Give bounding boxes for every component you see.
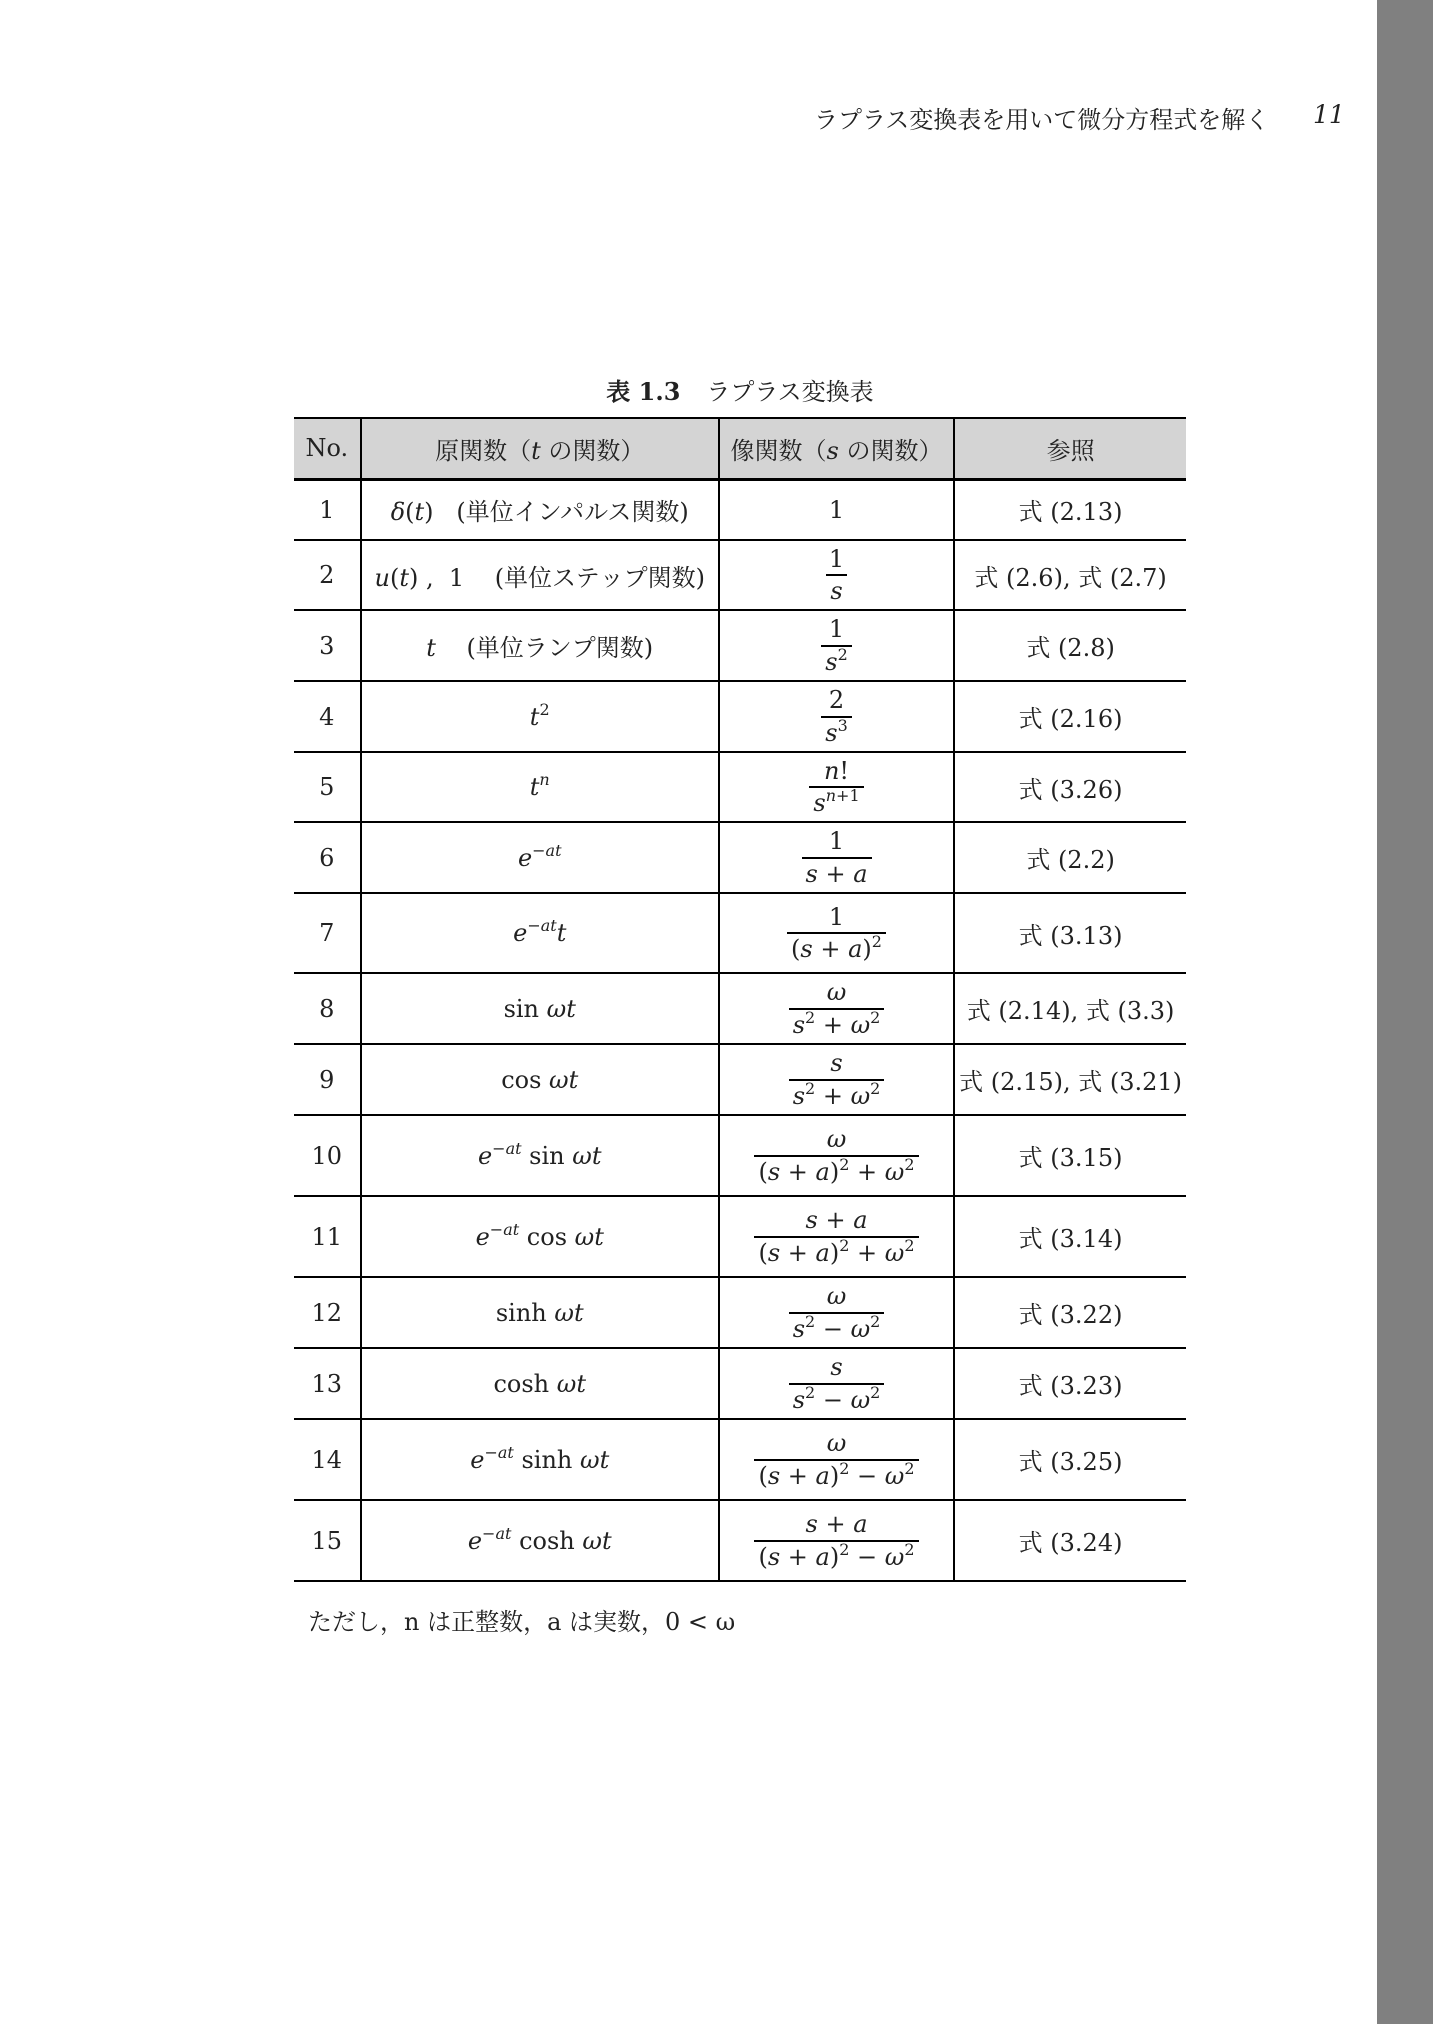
table-row <box>294 1348 1186 1419</box>
image-function: $\frac{\omega}{(s + a)^2 + \omega^2}$ <box>719 1115 954 1196</box>
table-row <box>294 1196 1186 1277</box>
table-row <box>294 893 1186 973</box>
reference: 式 (3.14) <box>954 1196 1186 1277</box>
original-function: δ(t) (単位インパルス関数) <box>361 479 719 540</box>
reference: 式 (2.2) <box>954 822 1186 893</box>
image-function: $\frac{1}{s}$ <box>719 540 954 610</box>
reference: 式 (3.13) <box>954 893 1186 973</box>
row-no: 5 <box>294 752 361 822</box>
table-row <box>294 1419 1186 1500</box>
reference: 式 (3.15) <box>954 1115 1186 1196</box>
reference: 式 (2.13) <box>954 479 1186 540</box>
table-row <box>294 1277 1186 1348</box>
image-function: $\frac{s + a}{(s + a)^2 - \omega^2}$ <box>719 1500 954 1581</box>
image-function: $\frac{1}{(s + a)^2}$ <box>719 893 954 973</box>
table-row <box>294 822 1186 893</box>
header-original: 原関数（t の関数） <box>361 418 719 479</box>
table-row <box>294 752 1186 822</box>
image-function: $\frac{\omega}{(s + a)^2 - \omega^2}$ <box>719 1419 954 1500</box>
image-function: $\frac{1}{s + a}$ <box>719 822 954 893</box>
page-edge-bar <box>1377 0 1433 2024</box>
row-no: 7 <box>294 893 361 973</box>
row-no: 8 <box>294 973 361 1044</box>
original-function: cos ωt <box>361 1044 719 1115</box>
original-function: $e^{-at}$ sin ωt <box>361 1115 719 1196</box>
reference: 式 (2.16) <box>954 681 1186 752</box>
header-image: 像関数（s の関数） <box>719 418 954 479</box>
row-no: 12 <box>294 1277 361 1348</box>
table-row <box>294 1115 1186 1196</box>
image-function: $\frac{2}{s^3}$ <box>719 681 954 752</box>
caption-title: ラプラス変換表 <box>706 378 874 406</box>
original-function: sinh ωt <box>361 1277 719 1348</box>
original-function: t (単位ランプ関数) <box>361 610 719 681</box>
row-no: 10 <box>294 1115 361 1196</box>
header-ref: 参照 <box>954 418 1186 479</box>
original-function: $t^2$ <box>361 681 719 752</box>
original-function: $e^{-at}$ <box>361 822 719 893</box>
image-function: $\frac{\omega}{s^2 - \omega^2}$ <box>719 1277 954 1348</box>
table-row <box>294 1500 1186 1581</box>
table-row <box>294 1044 1186 1115</box>
page-number: 11 <box>1313 100 1345 129</box>
table-row <box>294 479 1186 540</box>
reference: 式 (3.22) <box>954 1277 1186 1348</box>
table-header-row <box>294 418 1186 479</box>
table-caption <box>294 372 1186 407</box>
image-function: $\frac{s}{s^2 - \omega^2}$ <box>719 1348 954 1419</box>
row-no: 14 <box>294 1419 361 1500</box>
row-no: 4 <box>294 681 361 752</box>
image-function: $\frac{s}{s^2 + \omega^2}$ <box>719 1044 954 1115</box>
reference: 式 (3.26) <box>954 752 1186 822</box>
header-no: No. <box>294 418 361 479</box>
row-no: 9 <box>294 1044 361 1115</box>
row-no: 6 <box>294 822 361 893</box>
laplace-transform-table <box>294 417 1186 1582</box>
row-no: 15 <box>294 1500 361 1581</box>
original-function: $e^{-at}$ cos ωt <box>361 1196 719 1277</box>
original-function: u(t) , 1 (単位ステップ関数) <box>361 540 719 610</box>
row-no: 1 <box>294 479 361 540</box>
row-no: 11 <box>294 1196 361 1277</box>
reference: 式 (2.8) <box>954 610 1186 681</box>
reference: 式 (2.14), 式 (3.3) <box>954 973 1186 1044</box>
image-function: $\frac{n!}{s^{n+1}}$ <box>719 752 954 822</box>
original-function: $t^n$ <box>361 752 719 822</box>
image-function: 1 <box>719 479 954 540</box>
row-no: 13 <box>294 1348 361 1419</box>
table-row <box>294 610 1186 681</box>
image-function: $\frac{1}{s^2}$ <box>719 610 954 681</box>
original-function: $e^{-at}$ cosh ωt <box>361 1500 719 1581</box>
row-no: 3 <box>294 610 361 681</box>
original-function: $e^{-at}$ sinh ωt <box>361 1419 719 1500</box>
row-no: 2 <box>294 540 361 610</box>
table-row <box>294 540 1186 610</box>
running-head: ラプラス変換表を用いて微分方程式を解く <box>814 106 1270 134</box>
reference: 式 (3.24) <box>954 1500 1186 1581</box>
reference: 式 (3.25) <box>954 1419 1186 1500</box>
original-function: cosh ωt <box>361 1348 719 1419</box>
reference: 式 (3.23) <box>954 1348 1186 1419</box>
reference: 式 (2.6), 式 (2.7) <box>954 540 1186 610</box>
caption-label: 表 1.3 <box>606 377 681 406</box>
table-row <box>294 681 1186 752</box>
reference: 式 (2.15), 式 (3.21) <box>954 1044 1186 1115</box>
image-function: $\frac{\omega}{s^2 + \omega^2}$ <box>719 973 954 1044</box>
original-function: sin ωt <box>361 973 719 1044</box>
original-function: $e^{-at}t$ <box>361 893 719 973</box>
table-footnote: ただし，n は正整数，a は実数，0 < ω <box>308 1608 736 1636</box>
image-function: $\frac{s + a}{(s + a)^2 + \omega^2}$ <box>719 1196 954 1277</box>
table-row <box>294 973 1186 1044</box>
